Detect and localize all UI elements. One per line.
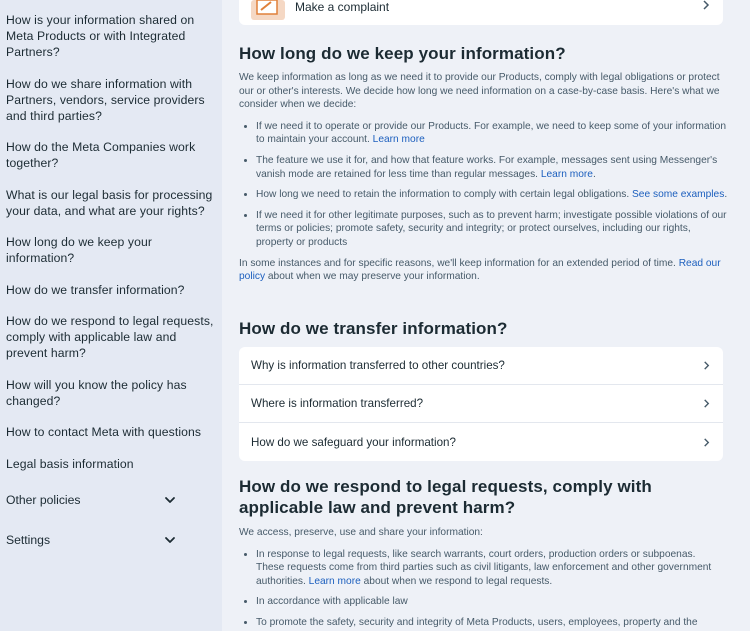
bullet-text: If we need it to operate or provide our Products. For example, we need to keep some of your information to maintain your account. <box>256 120 727 146</box>
accordion-label: Where is information transferred? <box>251 397 424 410</box>
sidebar-item-keep-info[interactable]: How long do we keep your information? <box>6 235 153 265</box>
accordion-label: Why is information transferred to other countries? <box>251 359 505 372</box>
read-policy-link[interactable]: Read our policy <box>239 257 721 283</box>
bullet-text: In accordance with applicable law <box>256 596 408 608</box>
list-item <box>239 616 723 630</box>
keep-info-section <box>239 43 729 284</box>
bullet-text-after: . <box>724 189 728 201</box>
legal-requests-heading: How do we respond to legal requests, comply with applicable law and prevent harm? <box>239 477 652 517</box>
sidebar-nav <box>0 0 222 631</box>
complaint-card[interactable] <box>239 0 723 25</box>
sidebar-item-meta-companies[interactable]: How do the Meta Companies work together? <box>6 140 196 170</box>
chevron-right-icon <box>702 361 711 370</box>
accordion-row-safeguard[interactable] <box>239 423 723 461</box>
sidebar-item-legal-requests[interactable]: How do we respond to legal requests, comply with applicable law and prevent harm? <box>6 314 214 360</box>
other-policies-label: Other policies <box>6 492 81 507</box>
sidebar-item-policy-changed[interactable]: How will you know the policy has changed? <box>6 377 187 408</box>
list-item <box>239 120 729 147</box>
chevron-right-icon <box>702 399 711 408</box>
bullet-text: In response to legal requests, like search warrants, court orders, production orders or subpoenas. These requests come from third parties such as civil litigants, law enforcement and other government authorities. <box>256 548 712 587</box>
outro-text: In some instances and for specific reasons, we'll keep information for an extended period of time. <box>239 257 679 269</box>
legal-requests-section <box>239 476 712 631</box>
sidebar-item-contact-meta[interactable]: How to contact Meta with questions <box>6 425 202 439</box>
sidebar-dropdown-other-policies[interactable] <box>6 492 216 508</box>
complaint-label: Make a complaint <box>295 0 390 14</box>
bullet-text-after: . <box>592 168 596 180</box>
chevron-down-icon <box>164 494 176 506</box>
complaint-icon <box>251 0 285 20</box>
legal-requests-list <box>239 548 723 630</box>
chevron-down-icon <box>164 534 176 546</box>
sidebar-item-shared-info[interactable]: How is your information shared on Meta Products or with Integrated Partners? <box>6 13 195 59</box>
legal-requests-intro: We access, preserve, use and share your information: <box>239 527 483 538</box>
bullet-text: To promote the safety, security and integrity of Meta Products, users, employees, property and the <box>256 616 698 628</box>
sidebar-item-share-partners[interactable]: How do we share information with Partners, vendors, service providers and third parties? <box>6 76 205 123</box>
sidebar-item-legal-basis[interactable]: What is our legal basis for processing your data, and what are your rights? <box>6 187 213 218</box>
learn-more-link[interactable]: Learn more <box>308 575 361 587</box>
keep-info-list <box>239 120 729 250</box>
chevron-right-icon <box>701 0 711 10</box>
learn-more-link[interactable]: Learn more <box>540 168 593 180</box>
transfer-heading: How do we transfer information? <box>239 319 508 338</box>
outro-text-after: about when we may preserve your information. <box>265 271 480 283</box>
sidebar-item-legal-basis-info[interactable]: Legal basis information <box>6 456 134 471</box>
bullet-text-after: about when we respond to legal requests. <box>360 575 553 587</box>
list-item <box>239 548 723 589</box>
list-item <box>239 595 723 609</box>
main-content <box>222 0 750 631</box>
settings-label: Settings <box>6 532 51 547</box>
list-item <box>239 209 729 250</box>
list-item <box>239 154 729 181</box>
transfer-section <box>239 318 729 461</box>
bullet-text: How long we need to retain the information to comply with certain legal obligations. <box>256 189 633 201</box>
bullet-text: The feature we use it for, and how that feature works. For example, messages sent using Messenger's vanish mode are retained for less time than regular messages. <box>256 154 718 180</box>
bullet-text: If we need it for other legitimate purposes, such as to prevent harm; investigate possible violations of our terms or policies; promote safety, security and integrity; or protect ourselves, including our rights, property or products <box>256 209 727 248</box>
sidebar-item-transfer[interactable]: How do we transfer information? <box>6 282 185 297</box>
list-item <box>239 188 729 202</box>
keep-info-outro <box>239 257 729 284</box>
learn-more-link[interactable]: Learn more <box>372 134 425 146</box>
see-examples-link[interactable]: See some examples <box>632 189 725 201</box>
keep-info-heading: How long do we keep your information? <box>239 44 566 63</box>
accordion-row-where-transferred[interactable] <box>239 385 723 423</box>
keep-info-intro: We keep information as long as we need it to provide our Products, comply with legal obligations or protect our or other's interests. We decide how long we need information on a case-by-case basis. Here's what we consider when we decide: <box>239 72 720 111</box>
sidebar-dropdown-settings[interactable] <box>6 532 216 548</box>
accordion-row-why-transferred[interactable] <box>239 347 723 385</box>
transfer-accordion <box>239 347 723 461</box>
chevron-right-icon <box>702 438 711 447</box>
accordion-label: How do we safeguard your information? <box>251 435 456 449</box>
